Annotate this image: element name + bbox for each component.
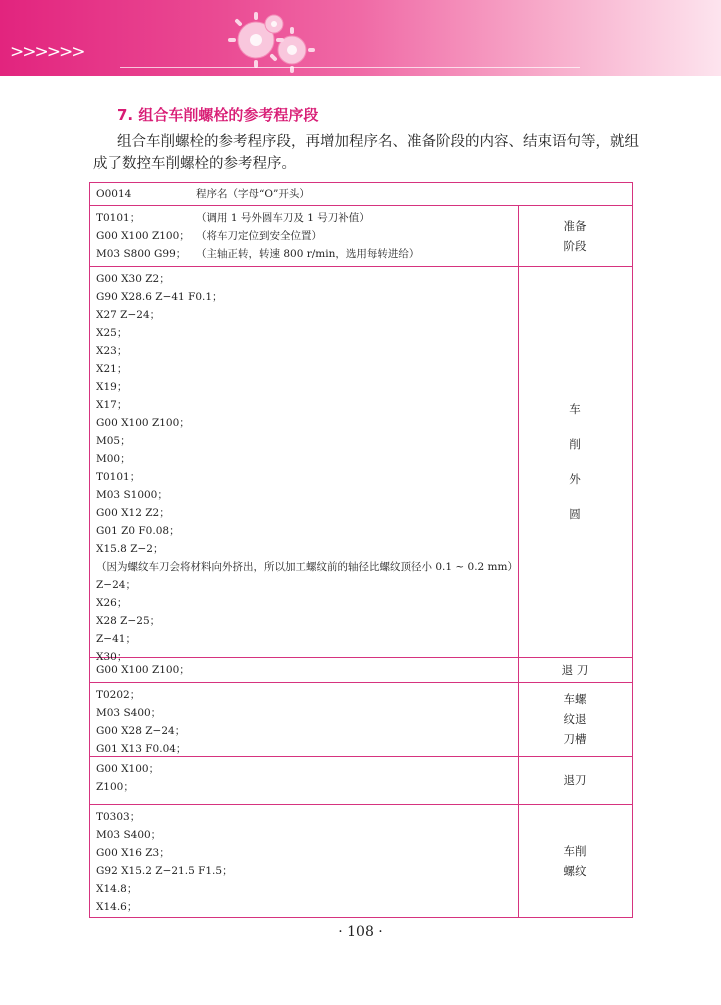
stage-label: 外 [569,471,581,486]
code-line [96,880,514,898]
code-cell [90,804,519,918]
code-line [96,760,514,778]
code-line [96,245,514,263]
code-statement: G01 Z0 F0.08； [96,525,180,537]
code-statement: G92 X15.2 Z−21.5 F1.5； [96,865,233,877]
code-comment: （调用 1 号外圆车刀及 1 号刀补值） [196,212,370,224]
code-line [96,612,514,630]
code-line [96,826,514,844]
stage-cell [518,804,632,918]
program-block-row [90,205,632,267]
code-statement: M03 S400； [96,829,162,841]
code-statement: Z−41； [96,633,136,645]
code-cell [90,266,519,663]
code-statement: M03 S800 G99； [96,248,187,260]
code-line [96,450,514,468]
stage-cell [518,682,632,756]
program-number: O0014 [96,188,132,200]
program-block-row [90,266,632,663]
program-block-row [90,682,632,757]
stage-label: 退 刀 [561,662,589,677]
code-line [96,227,514,245]
program-block-row [90,657,632,683]
stage-cell [518,756,632,804]
code-line [96,686,514,704]
code-statement: X25； [96,327,128,339]
code-statement: T0202； [96,689,141,701]
code-cell [90,657,519,682]
page-number: · 108 · [338,924,383,940]
code-statement: Z100； [96,781,134,793]
stage-label: 车 [569,401,581,416]
stage-label: 削 [569,436,581,451]
intro-paragraph: 组合车削螺栓的参考程序段，再增加程序名、准备阶段的内容、结束语句等，就组成了数控车削螺栓的参考程序。 [93,134,639,172]
code-cell [90,756,519,804]
code-statement: G00 X100 Z100； [96,230,190,242]
code-statement: M03 S1000； [96,489,168,501]
stage-cell [518,266,632,657]
code-statement: G01 X13 F0.04； [96,743,187,755]
code-line [96,540,514,558]
code-line [96,594,514,612]
code-line [96,778,514,796]
banner-divider [120,67,580,68]
code-line [96,898,514,916]
code-line [96,504,514,522]
stage-cell [518,657,632,682]
code-comment: （将车刀定位到安全位置） [196,230,322,242]
gear-icon [226,10,326,74]
code-statement: X19； [96,381,128,393]
code-line [96,844,514,862]
code-line [96,324,514,342]
program-header-row [90,183,632,206]
code-statement: X27 Z−24； [96,309,161,321]
code-cell [90,682,519,756]
stage-label: 纹退 [563,712,587,726]
stage-label: 螺纹 [563,864,587,878]
stage-label: 圆 [569,506,581,521]
code-statement: Z−24； [96,579,136,591]
code-line [96,522,514,540]
code-line [96,432,514,450]
program-block-row [90,756,632,805]
code-statement: T0101； [96,212,141,224]
stage-label: 车螺 [563,692,587,706]
code-statement: X26； [96,597,128,609]
code-statement: X14.8； [96,883,138,895]
code-line [96,468,514,486]
code-statement: G00 X100； [96,763,160,775]
code-line [96,360,514,378]
code-line [96,862,514,880]
code-cell [90,205,519,266]
code-statement: X28 Z−25； [96,615,161,627]
code-line [96,209,514,227]
code-statement: G00 X28 Z−24； [96,725,186,737]
code-line [96,288,514,306]
stage-label: 车削 [563,844,587,858]
code-line [96,342,514,360]
section-title: 7. 组合车削螺栓的参考程序段 [117,106,319,124]
code-statement: M00； [96,453,131,465]
code-line [96,396,514,414]
stage-label: 退刀 [563,773,587,787]
code-line [96,270,514,288]
code-statement: T0101； [96,471,141,483]
chevrons-icon: >>>>>> [10,42,84,62]
code-statement: X30； [96,651,128,663]
code-statement: M05； [96,435,131,447]
code-statement: G00 X12 Z2； [96,507,170,519]
code-line [96,576,514,594]
code-line [96,558,518,576]
code-line [96,630,514,648]
code-statement: G00 X16 Z3； [96,847,170,859]
code-statement: G90 X28.6 Z−41 F0.1； [96,291,223,303]
code-line [96,808,514,826]
code-statement: X14.6； [96,901,138,913]
code-line [96,704,514,722]
code-statement: G00 X100 Z100； [96,417,190,429]
stage-label: 阶段 [563,238,587,253]
code-statement: T0303； [96,811,141,823]
code-statement: X21； [96,363,128,375]
code-statement: X23； [96,345,128,357]
code-statement: X15.8 Z−2； [96,543,164,555]
code-line [96,661,514,679]
stage-label: 准备 [563,218,587,233]
code-statement: （因为螺纹车刀会将材料向外挤出，所以加工螺纹前的轴径比螺纹顶径小 0.1 ~ 0.2 mm） [96,561,518,573]
header-banner [0,0,721,76]
code-line [96,378,514,396]
program-table [89,182,633,918]
code-statement: X17； [96,399,128,411]
stage-label: 刀槽 [563,732,587,746]
code-line [96,306,514,324]
stage-cell [518,205,632,266]
code-statement: G00 X100 Z100； [96,664,190,676]
program-name-note: 程序名（字母“O”开头） [196,188,310,200]
code-line [96,414,514,432]
program-block-row [90,804,632,918]
code-comment: （主轴正转，转速 800 r/min，选用每转进给） [196,248,420,260]
code-statement: G00 X30 Z2； [96,273,170,285]
code-line [96,722,514,740]
code-line [96,486,514,504]
code-statement: M03 S400； [96,707,162,719]
